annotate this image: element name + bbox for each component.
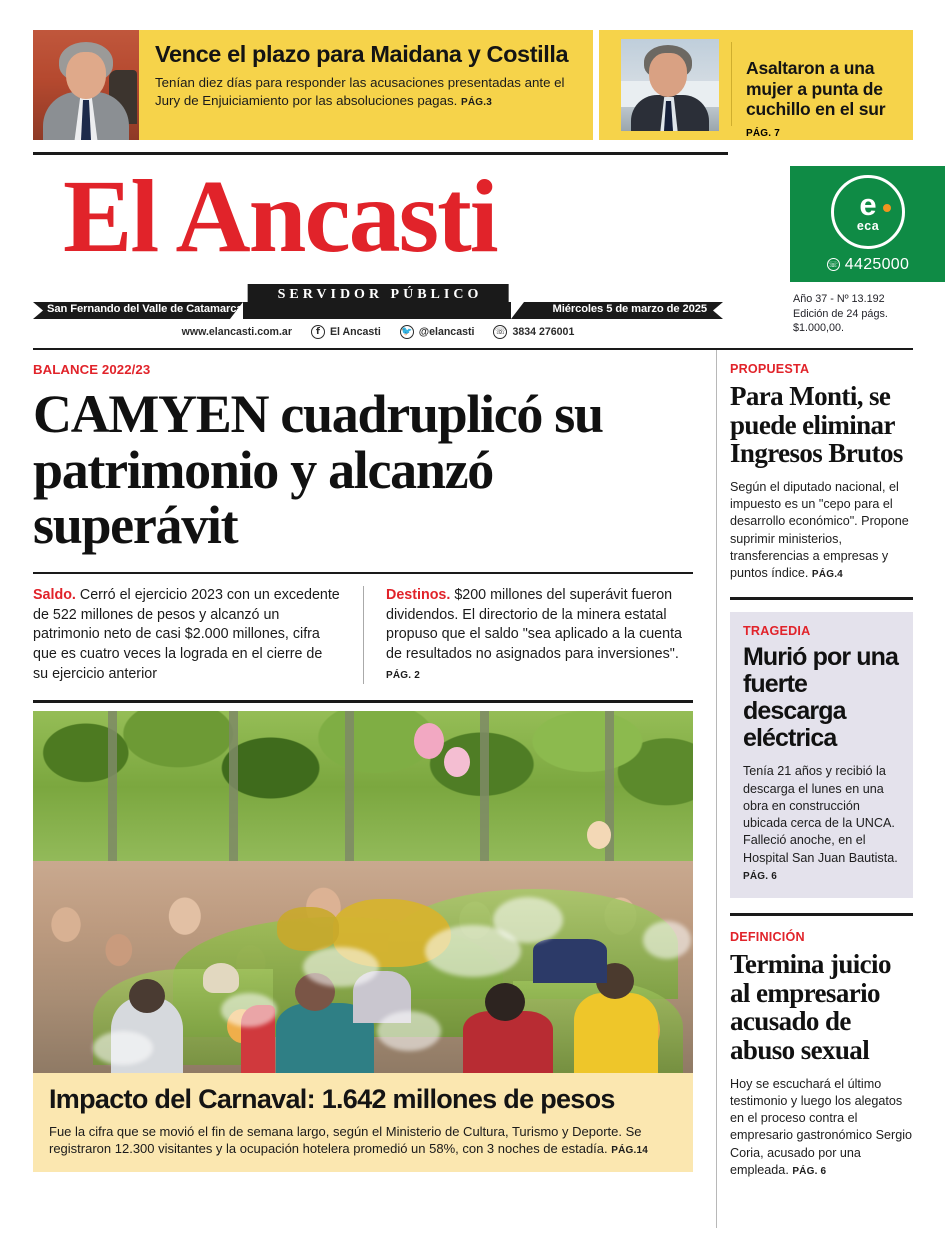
- maidana-costilla-photo: [33, 30, 139, 140]
- main-headline-rule: [33, 572, 693, 574]
- edition-year-number: Año 37 - Nº 13.192: [793, 293, 885, 305]
- sidebar-headline-2: Termina juicio al empresario acusado de abuso sexual: [730, 949, 891, 1065]
- sidebar-headline-0: Para Monti, se puede eliminar Ingresos Brutos: [730, 381, 903, 469]
- main-column: [33, 362, 693, 1172]
- whatsapp-link[interactable]: [493, 325, 574, 339]
- eca-phone-row: [827, 256, 909, 274]
- facebook-link[interactable]: [311, 325, 381, 339]
- main-kicker: BALANCE 2022/23: [33, 362, 151, 377]
- website-label: www.elancasti.com.ar: [181, 326, 292, 338]
- summary-bottom-rule: [33, 700, 693, 703]
- eca-phone-number: 4425000: [844, 255, 910, 273]
- top-banner-right-page-ref: PÁG. 7: [746, 127, 780, 139]
- caption-body: [49, 1123, 677, 1158]
- sidebar-page-ref-0: PÁG.4: [811, 569, 843, 581]
- facebook-label: El Ancasti: [329, 326, 381, 338]
- sidebar-item-definicion[interactable]: [730, 930, 913, 1179]
- website-link[interactable]: [182, 326, 292, 338]
- top-banner-left-summary: [155, 74, 579, 109]
- masthead-social-row: [33, 325, 723, 339]
- whatsapp-label: 3834 276001: [512, 326, 575, 338]
- masthead-ribbon: [33, 284, 723, 318]
- masthead-date: Miércoles 5 de marzo de 2025: [552, 303, 707, 315]
- twitter-icon: 🐦: [400, 325, 414, 339]
- top-banner-story-left[interactable]: [33, 30, 593, 140]
- twitter-link[interactable]: [400, 325, 475, 339]
- summary-left-lead: Saldo.: [33, 586, 76, 603]
- masthead-top-rule: [33, 152, 728, 155]
- eca-circle: [831, 175, 905, 249]
- sidebar-item-propuesta[interactable]: [730, 362, 913, 582]
- body-top-rule: [33, 348, 913, 350]
- whatsapp-icon: ☏: [493, 325, 507, 339]
- twitter-label: @elancasti: [418, 326, 475, 338]
- photo-caption: [33, 1073, 693, 1171]
- caption-headline: Impacto del Carnaval: 1.642 millones de pesos: [49, 1084, 615, 1115]
- sidebar: [730, 362, 913, 1179]
- sidebar-page-ref-2: PÁG. 6: [792, 1165, 827, 1177]
- sidebar-page-ref-1: PÁG. 6: [743, 870, 777, 882]
- facebook-icon: f: [311, 325, 325, 339]
- masthead-city: San Fernando del Valle de Catamarca: [47, 303, 243, 315]
- top-banner-left-headline: Vence el plazo para Maidana y Costilla: [155, 41, 569, 67]
- sidebar-body-text-0: Según el diputado nacional, el impuesto es un "cepo para el desarrollo económico". Propone suprimir ministerios, transferencias a empresas y puntos índice.: [730, 479, 909, 581]
- asalto-photo: [621, 39, 719, 131]
- newspaper-logo[interactable]: El Ancasti: [63, 159, 497, 274]
- sidebar-body-2: [730, 1076, 913, 1180]
- sidebar-body-1: [743, 763, 900, 884]
- summary-column-right: [363, 586, 693, 685]
- summary-right-page-ref: PÁG. 2: [386, 669, 420, 681]
- sidebar-kicker-2: DEFINICIÓN: [730, 930, 805, 945]
- sidebar-body-text-2: Hoy se escuchará el último testimonio y luego los alegatos en el proceso contra el empresario gastronómico Sergio Coria, acusado por una empleada.: [730, 1076, 912, 1177]
- carnival-photo: [33, 711, 693, 1073]
- edition-pages: Edición de 24 págs.: [793, 307, 888, 320]
- edition-info: [793, 292, 888, 336]
- main-headline[interactable]: CAMYEN cuadruplicó su patrimonio y alcanzó superávit: [33, 384, 603, 556]
- eca-wordmark: eca: [856, 219, 880, 234]
- sidebar-item-tragedia[interactable]: [730, 612, 913, 898]
- summary-left-text: Cerró el ejercicio 2023 con un excedente de 522 millones de pesos y alcanzó un patrimonio neto de casi $2.000 millones, cifra que es cuatro veces la lograda en el cierre de su ejercicio anterior: [33, 586, 340, 682]
- top-banner: [33, 30, 913, 140]
- caption-text: Fue la cifra que se movió el fin de semana largo, según el Ministerio de Cultura, Turismo y Deporte. Se registraron 12.300 visitantes y la ocupación hotelera promedió un 58%, con 3 noches de estadía.: [49, 1123, 642, 1157]
- sidebar-body-0: [730, 479, 913, 583]
- sidebar-kicker-0: PROPUESTA: [730, 362, 810, 376]
- main-summary: [33, 586, 693, 685]
- summary-column-left: [33, 586, 363, 685]
- top-banner-story-right[interactable]: [599, 30, 913, 140]
- sidebar-spacer: [730, 916, 913, 930]
- eca-orange-dot: [883, 204, 891, 212]
- column-divider: [716, 350, 717, 1228]
- top-banner-right-headline: Asaltaron a una mujer a punta de cuchillo en el sur: [746, 58, 886, 120]
- caption-page-ref: PÁG.14: [611, 1145, 649, 1157]
- sidebar-headline-1: Murió por una fuerte descarga eléctrica: [743, 643, 898, 753]
- top-banner-left-page-ref: PÁG.3: [461, 97, 493, 109]
- eca-letter: e: [859, 186, 877, 222]
- phone-icon: ☏: [827, 258, 840, 271]
- sidebar-kicker-1: TRAGEDIA: [743, 624, 811, 639]
- top-banner-left-summary-text: Tenían diez días para responder las acusaciones presentadas ante el Jury de Enjuiciamiento por las absoluciones pagas.: [155, 75, 565, 109]
- summary-right-text: $200 millones del superávit fueron dividendos. El directorio de la minera estatal propuso que el saldo "sea aplicado a la cuenta de resultados no asignados para inversiones".: [386, 586, 682, 662]
- masthead-tagline: SERVIDOR PÚBLICO: [248, 284, 509, 307]
- eca-logo-box[interactable]: [790, 166, 945, 282]
- edition-price: $1.000,00.: [793, 322, 845, 335]
- sidebar-rule-0: [730, 597, 913, 600]
- sidebar-body-text-1: Tenía 21 años y recibió la descarga el lunes en una obra en construcción ubicada cerca de la UNCA. Falleció anoche, en el Hospital San Juan Bautista.: [743, 764, 898, 865]
- summary-right-lead: Destinos.: [386, 586, 451, 603]
